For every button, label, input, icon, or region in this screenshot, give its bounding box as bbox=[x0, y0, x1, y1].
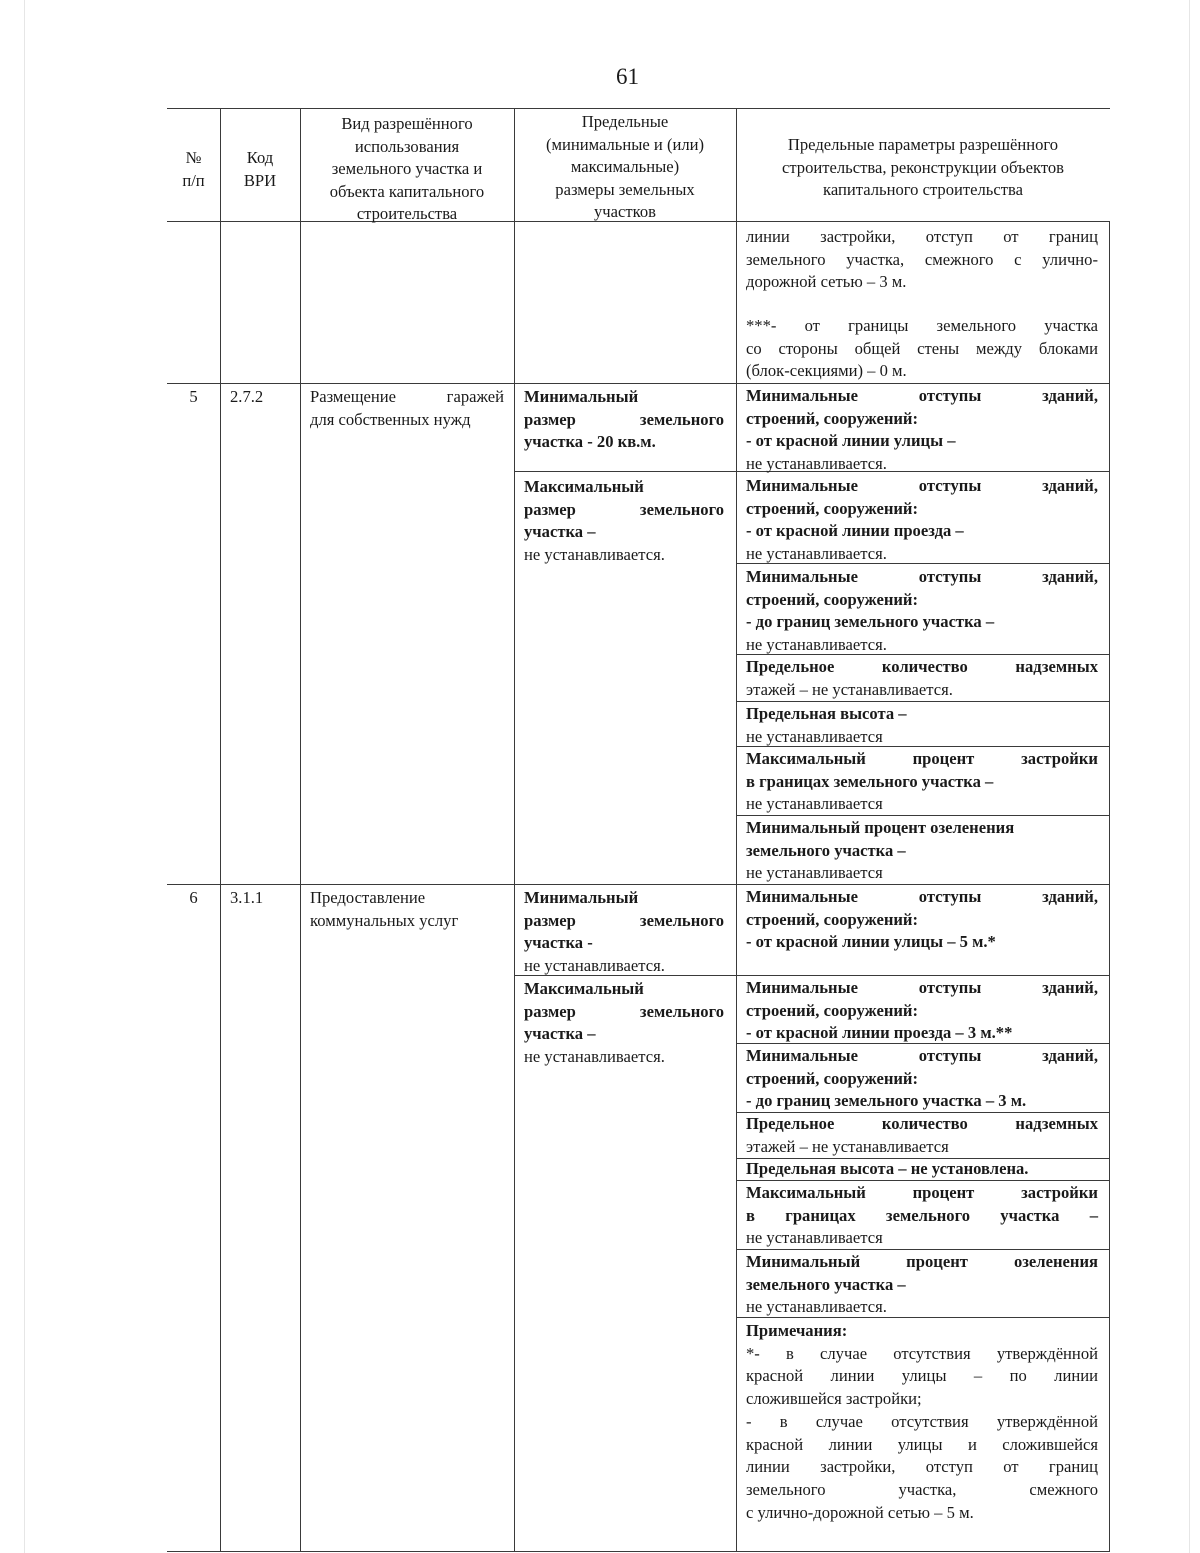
row5-param-1: Минимальные отступы зданий, строений, сооружений: - от красной линии улицы – не устанавливается. bbox=[746, 386, 1098, 474]
col-divider-3 bbox=[514, 108, 515, 1552]
col-divider-2 bbox=[300, 108, 301, 1552]
scan-edge-left bbox=[24, 0, 25, 1553]
row5-code: 2.7.2 bbox=[230, 387, 264, 406]
table-bottom-border bbox=[167, 1551, 1110, 1552]
row6-param-5: Предельная высота – не установлена. bbox=[746, 1159, 1029, 1178]
header-params: Предельные параметры разрешённого строительства, реконструкции объектов капитального строительства bbox=[781, 135, 1065, 200]
page-number: 61 bbox=[616, 64, 639, 89]
header-code: Код ВРИ bbox=[243, 148, 277, 190]
continuation-paragraph-1: линии застройки, отступ от границ земельного участка, смежного с улично- дорожной сетью – 3 м. bbox=[746, 227, 1098, 292]
header-sizes: Предельные (минимальные и (или) максимальные) размеры земельных участков bbox=[545, 112, 705, 222]
continuation-paragraph-2: ***- от границы земельного участка со стороны общей стены между блоками (блок-секциями) – 0 м. bbox=[746, 316, 1098, 381]
row6-kind: Предоставление коммунальных услуг bbox=[310, 888, 459, 930]
header-kind: Вид разрешённого использования земельного участка и объекта капитального строительства bbox=[329, 114, 485, 224]
row6-param-2: Минимальные отступы зданий, строений, сооружений: - от красной линии проезда – 3 м.** bbox=[746, 978, 1098, 1043]
row5-param-2: Минимальные отступы зданий, строений, сооружений: - от красной линии проезда – не устанавливается. bbox=[746, 476, 1098, 564]
row6-param-6: Максимальный процент застройки в границах земельного участка – не устанавливается bbox=[746, 1183, 1098, 1248]
row6-notes: Примечания: *- в случае отсутствия утверждённой красной линии улицы – по линии сложившейся застройки; - в случае отсутствия утверждённой красной линии улицы и сложившейся линии застройки, отступ от границ земельного участка, смежного с улично-дорожной сетью – 5 м. bbox=[746, 1321, 1098, 1522]
row5-min-size: Минимальный размер земельного участка - 20 кв.м. bbox=[524, 387, 724, 452]
row6-max-size: Максимальный размер земельного участка – не устанавливается. bbox=[524, 979, 724, 1067]
row5-kind: Размещение гаражей для собственных нужд bbox=[310, 387, 504, 429]
row5-top-border bbox=[167, 383, 1110, 384]
col-divider-4 bbox=[736, 108, 737, 1552]
row6-code: 3.1.1 bbox=[230, 888, 264, 907]
header-num: № п/п bbox=[182, 148, 205, 190]
row5-param-3: Минимальные отступы зданий, строений, сооружений: - до границ земельного участка – не устанавливается. bbox=[746, 567, 1098, 655]
row6-param-1: Минимальные отступы зданий, строений, сооружений: - от красной линии улицы – 5 м.* bbox=[746, 887, 1098, 952]
row5-param-4: Предельное количество надземных этажей – не устанавливается. bbox=[746, 657, 1098, 699]
row6-param-4: Предельное количество надземных этажей – не устанавливается bbox=[746, 1114, 1098, 1156]
notes-title: Примечания: bbox=[746, 1321, 848, 1340]
row5-param-7: Минимальный процент озеленения земельного участка – не устанавливается bbox=[746, 818, 1015, 883]
row6-param-7: Минимальный процент озеленения земельного участка – не устанавливается. bbox=[746, 1252, 1098, 1317]
scan-edge-right bbox=[1189, 0, 1190, 1553]
row5-num: 5 bbox=[189, 387, 198, 406]
right-border bbox=[1109, 221, 1110, 1552]
col-divider-1 bbox=[220, 108, 221, 1552]
row5-max-size: Максимальный размер земельного участка – не устанавливается. bbox=[524, 477, 724, 565]
table-top-border bbox=[167, 108, 1110, 109]
row6-param-3: Минимальные отступы зданий, строений, сооружений: - до границ земельного участка – 3 м. bbox=[746, 1046, 1098, 1111]
row5-param-6: Максимальный процент застройки в границах земельного участка – не устанавливается bbox=[746, 749, 1098, 814]
row6-min-size: Минимальный размер земельного участка - не устанавливается. bbox=[524, 888, 724, 976]
row6-num: 6 bbox=[189, 888, 198, 907]
row5-param-5: Предельная высота – не устанавливается bbox=[746, 704, 907, 746]
